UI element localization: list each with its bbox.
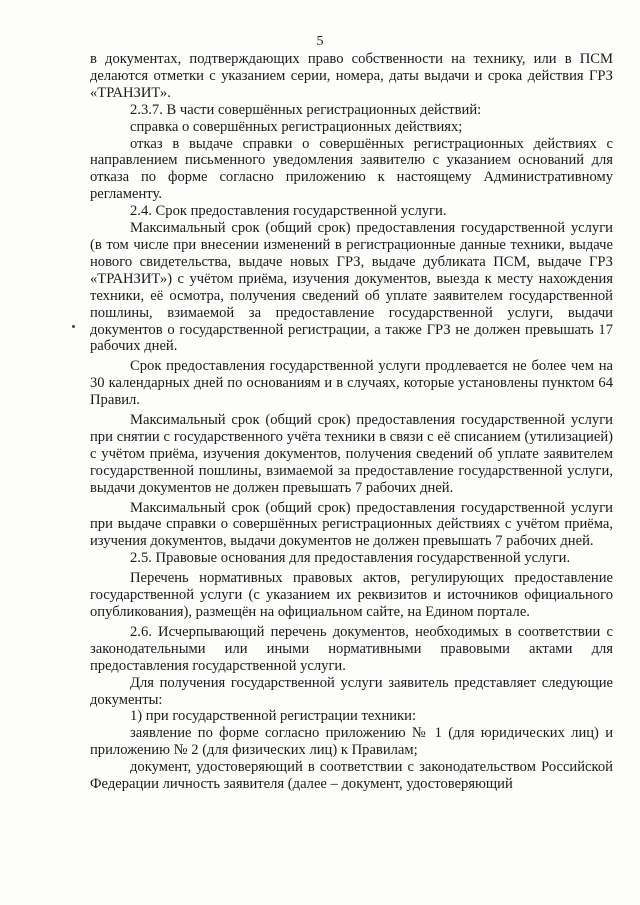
paragraph-2-4-heading: 2.4. Срок предоставления государственной услуги. xyxy=(130,203,447,220)
paragraph-max-term-registration: Максимальный срок (общий срок) предоставления государственной услуги (в том числе при внесении изменений в регистрационные данные техники, выдаче нового свидетельства, выдаче новых ГРЗ, выдаче дубликата ПСМ, выдаче ГРЗ «ТРАНЗИТ») с учётом приёма, изучения документов, выезда к месту нахождения техники, её осмотра, получения сведений об уплате заявителем государственной пошлины, взимаемой за предоставление государственной услуги, выдачи документов о государственной регистрации, а также ГРЗ не должен превышать 17 рабочих дней. xyxy=(90,220,613,355)
paragraph-documents-intro: Для получения государственной услуги заявитель представляет следующие документы: xyxy=(90,674,613,708)
paragraph-max-term-certificate: Максимальный срок (общий срок) предоставления государственной услуги при выдаче справки о совершённых регистрационных действиях с учётом приёма, изучения документов, выдачи документов не должен превышать 7 рабочих дней. xyxy=(90,499,613,550)
paragraph-identity-document: документ, удостоверяющий в соответствии с законодательством Российской Федерации личность заявителя (далее – документ, удостоверяющий xyxy=(90,759,613,793)
paragraph-registration-item: 1) при государственной регистрации техники: xyxy=(130,708,417,725)
paragraph-refusal: отказ в выдаче справки о совершённых регистрационных действиях с направлением письменного уведомления заявителю с указанием оснований для отказа по форме согласно приложению к настоящему Административному регламенту. xyxy=(90,135,613,203)
paragraph-2-6-heading: 2.6. Исчерпывающий перечень документов, необходимых в соответствии с законодательными или иными нормативными правовыми актами для предоставления государственной услуги. xyxy=(90,623,613,674)
paragraph-max-term-deregistration: Максимальный срок (общий срок) предоставления государственной услуги при снятии с государственного учёта техники в связи с её списанием (утилизацией) с учётом приёма, изучения документов, получения сведений об уплате заявителем государственной пошлины, взимаемой за предоставление государственной услуги, выдачи документов не должен превышать 7 рабочих дней. xyxy=(90,412,613,496)
paragraph-ownership-docs: в документах, подтверждающих право собственности на технику, или в ПСМ делаются отметки с указанием серии, номера, даты выдачи и срока действия ГРЗ «ТРАНЗИТ». xyxy=(90,51,613,101)
margin-mark xyxy=(72,325,75,328)
paragraph-legal-acts: Перечень нормативных правовых актов, регулирующих предоставление государственной услуги (с указанием их реквизитов и источников официального опубликования), размещён на официальном сайте, на Едином портале. xyxy=(90,570,613,620)
document-body xyxy=(90,51,613,793)
paragraph-application-form: заявление по форме согласно приложению № 1 (для юридических лиц) и приложению № 2 (для физических лиц) к Правилам; xyxy=(90,725,613,759)
paragraph-term-extension: Срок предоставления государственной услуги продлевается не более чем на 30 календарных дней по основаниям и в случаях, которые установлены пунктом 64 Правил. xyxy=(90,358,613,409)
page-number: 5 xyxy=(316,34,324,49)
paragraph-2-3-7-heading: 2.3.7. В части совершённых регистрационных действий: xyxy=(130,101,482,118)
paragraph-certificate: справка о совершённых регистрационных действиях; xyxy=(130,118,463,135)
paragraph-2-5-heading: 2.5. Правовые основания для предоставления государственной услуги. xyxy=(130,550,571,567)
